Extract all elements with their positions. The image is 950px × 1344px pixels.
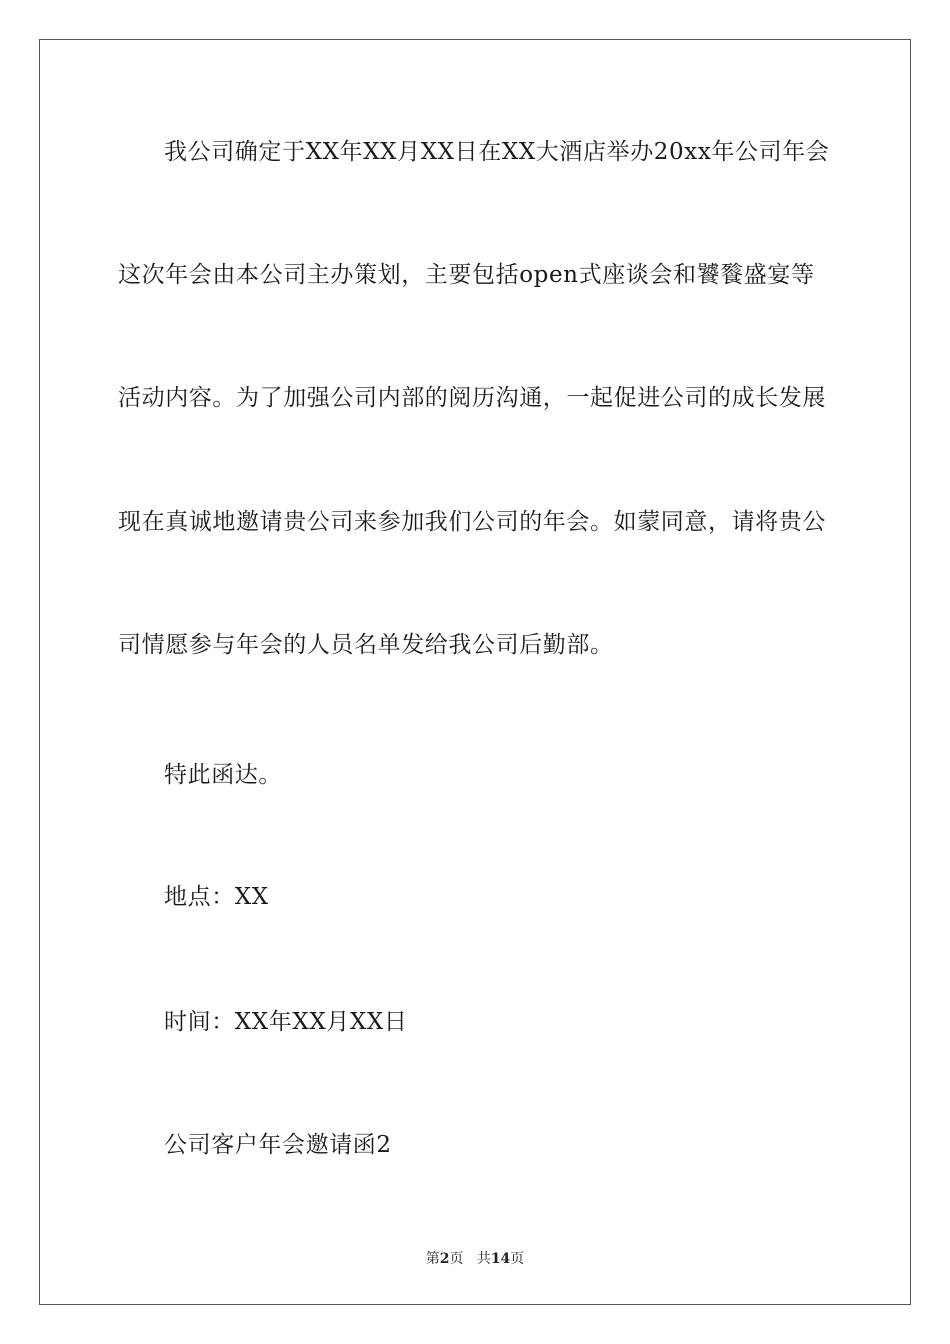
- paragraph-line-2: 这次年会由本公司主办策划，主要包括open式座谈会和饕餮盛宴等: [118, 262, 815, 288]
- location-line: 地点：XX: [164, 884, 269, 910]
- footer-total-prefix: 共: [476, 1251, 491, 1267]
- paragraph-line-4: 现在真诚地邀请贵公司来参加我们公司的年会。如蒙同意，请将贵公: [118, 509, 826, 535]
- footer-page-suffix: 页: [449, 1251, 464, 1267]
- footer-page-number: 2: [439, 1251, 450, 1267]
- page-footer: [0, 1248, 950, 1268]
- page-frame: [39, 39, 911, 1305]
- time-line: 时间：XX年XX月XX日: [164, 1009, 408, 1035]
- footer-total-suffix: 页: [510, 1251, 525, 1267]
- closing-line: 特此函达。: [164, 762, 282, 788]
- paragraph-line-3: 活动内容。为了加强公司内部的阅历沟通，一起促进公司的成长发展: [118, 385, 826, 411]
- next-section-title: 公司客户年会邀请函2: [164, 1132, 392, 1158]
- footer-page-prefix: 第: [425, 1251, 440, 1267]
- paragraph-line-1: 我公司确定于XX年XX月XX日在XX大酒店举办20xx年公司年会: [164, 139, 830, 165]
- paragraph-line-5: 司情愿参与年会的人员名单发给我公司后勤部。: [118, 632, 614, 658]
- footer-total-pages: 14: [490, 1251, 511, 1267]
